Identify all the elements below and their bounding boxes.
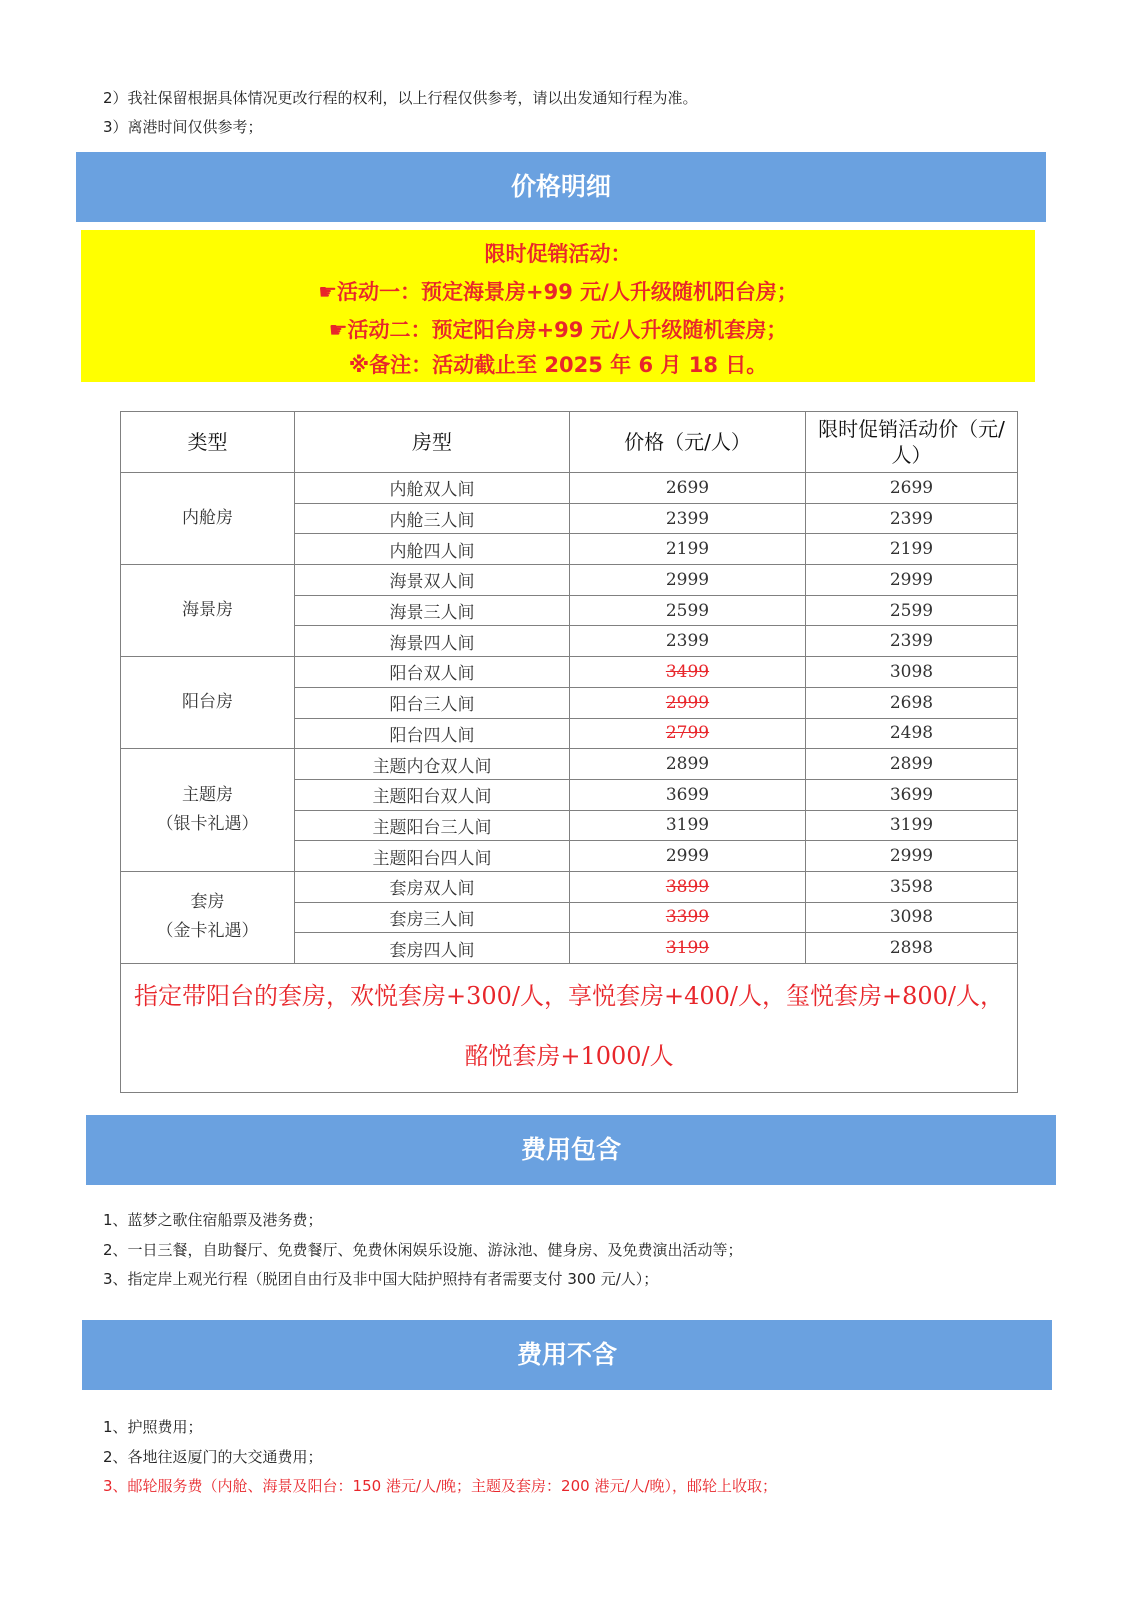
intro-line-3: 3）离港时间仅供参考； [103, 118, 263, 136]
room-type-cell: 海景四人间 [295, 626, 570, 657]
room-type-cell: 套房四人间 [295, 933, 570, 964]
excluded-item-3: 3、邮轮服务费（内舱、海景及阳台：150 港元/人/晚；主题及套房：200 港元/人/晚），邮轮上收取； [103, 1477, 778, 1495]
room-type-cell: 主题阳台四人间 [295, 841, 570, 872]
original-price: 2799 [665, 723, 710, 744]
header-price: 价格（元/人） [570, 412, 806, 473]
category-name: 海景房 [182, 600, 233, 621]
table-row [121, 473, 1018, 504]
header-room: 房型 [295, 412, 570, 473]
price-cell [570, 933, 806, 964]
promo-price-cell: 3199 [806, 810, 1018, 841]
included-item-3: 3、指定岸上观光行程（脱团自由行及非中国大陆护照持有者需要支付 300 元/人）； [103, 1270, 659, 1288]
table-header-row [121, 412, 1018, 473]
promo-price-cell: 2699 [806, 473, 1018, 504]
promo-price-cell: 2899 [806, 749, 1018, 780]
included-item-1: 1、蓝梦之歌住宿船票及港务费； [103, 1211, 323, 1229]
room-type-cell: 主题内仓双人间 [295, 749, 570, 780]
original-price: 3199 [665, 938, 710, 959]
category-name: 内舱房 [182, 508, 233, 529]
category-subtitle: （银卡礼遇） [156, 814, 259, 835]
price-cell [570, 902, 806, 933]
price-cell: 2899 [570, 749, 806, 780]
room-type-cell: 内舱四人间 [295, 534, 570, 565]
price-cell: 2699 [570, 473, 806, 504]
price-cell: 2999 [570, 841, 806, 872]
promo-activity-2: ☛活动二：预定阳台房+99 元/人升级随机套房； [328, 318, 788, 342]
category-cell [121, 565, 295, 657]
original-price: 3399 [665, 907, 710, 928]
room-type-cell: 内舱三人间 [295, 503, 570, 534]
promo-price-cell: 2999 [806, 565, 1018, 596]
price-cell [570, 657, 806, 688]
original-price: 3499 [665, 661, 710, 682]
promo-price-cell: 2698 [806, 687, 1018, 718]
table-row [121, 657, 1018, 688]
promo-price-cell: 2399 [806, 626, 1018, 657]
price-cell: 2399 [570, 503, 806, 534]
category-subtitle: （金卡礼遇） [156, 921, 259, 942]
header-promo-price: 限时促销活动价（元/人） [806, 412, 1018, 473]
header-type: 类型 [121, 412, 295, 473]
included-section-title: 费用包含 [86, 1115, 1056, 1185]
original-price: 3899 [665, 876, 710, 897]
price-cell [570, 871, 806, 902]
promo-price-cell: 2999 [806, 841, 1018, 872]
promo-price-cell: 2599 [806, 595, 1018, 626]
price-cell: 2399 [570, 626, 806, 657]
table-footnote-row [121, 964, 1018, 1093]
price-cell: 2199 [570, 534, 806, 565]
price-cell: 3199 [570, 810, 806, 841]
excluded-item-1: 1、护照费用； [103, 1418, 203, 1436]
included-item-2: 2、一日三餐，自助餐厅、免费餐厅、免费休闲娱乐设施、游泳池、健身房、及免费演出活动等； [103, 1241, 743, 1259]
promo-price-cell: 3098 [806, 657, 1018, 688]
category-name: 套房 [190, 892, 225, 913]
price-cell: 3699 [570, 779, 806, 810]
category-cell [121, 749, 295, 872]
promo-price-cell: 3098 [806, 902, 1018, 933]
category-cell [121, 657, 295, 749]
category-cell [121, 473, 295, 565]
suite-footnote: 指定带阳台的套房，欢悦套房+300/人，享悦套房+400/人，玺悦套房+800/人，酩悦套房+1000/人 [121, 964, 1018, 1093]
room-type-cell: 套房三人间 [295, 902, 570, 933]
original-price: 2999 [665, 692, 710, 713]
excluded-section-title: 费用不含 [82, 1320, 1052, 1390]
room-type-cell: 阳台双人间 [295, 657, 570, 688]
table-row [121, 749, 1018, 780]
room-type-cell: 主题阳台三人间 [295, 810, 570, 841]
room-type-cell: 阳台三人间 [295, 687, 570, 718]
category-name: 阳台房 [182, 692, 233, 713]
room-type-cell: 海景双人间 [295, 565, 570, 596]
excluded-item-2: 2、各地往返厦门的大交通费用； [103, 1448, 323, 1466]
price-section-title: 价格明细 [76, 152, 1046, 222]
price-cell: 2999 [570, 565, 806, 596]
promo-price-cell: 2399 [806, 503, 1018, 534]
table-row [121, 871, 1018, 902]
promo-price-cell: 2498 [806, 718, 1018, 749]
promo-activity-1: ☛活动一：预定海景房+99 元/人升级随机阳台房； [318, 280, 798, 304]
intro-line-2: 2）我社保留根据具体情况更改行程的权利，以上行程仅供参考，请以出发通知行程为准。 [103, 89, 698, 107]
price-table-body [121, 473, 1018, 964]
room-type-cell: 套房双人间 [295, 871, 570, 902]
category-name: 主题房 [182, 785, 233, 806]
promo-box [81, 230, 1035, 382]
price-cell [570, 687, 806, 718]
price-cell [570, 718, 806, 749]
room-type-cell: 阳台四人间 [295, 718, 570, 749]
table-row [121, 565, 1018, 596]
category-cell [121, 871, 295, 963]
promo-note: ※备注：活动截止至 2025 年 6 月 18 日。 [348, 353, 768, 377]
room-type-cell: 海景三人间 [295, 595, 570, 626]
promo-price-cell: 3699 [806, 779, 1018, 810]
room-type-cell: 内舱双人间 [295, 473, 570, 504]
promo-price-cell: 2199 [806, 534, 1018, 565]
promo-heading: 限时促销活动： [484, 242, 632, 266]
price-table [120, 411, 1018, 1093]
promo-price-cell: 2898 [806, 933, 1018, 964]
room-type-cell: 主题阳台双人间 [295, 779, 570, 810]
promo-price-cell: 3598 [806, 871, 1018, 902]
price-cell: 2599 [570, 595, 806, 626]
